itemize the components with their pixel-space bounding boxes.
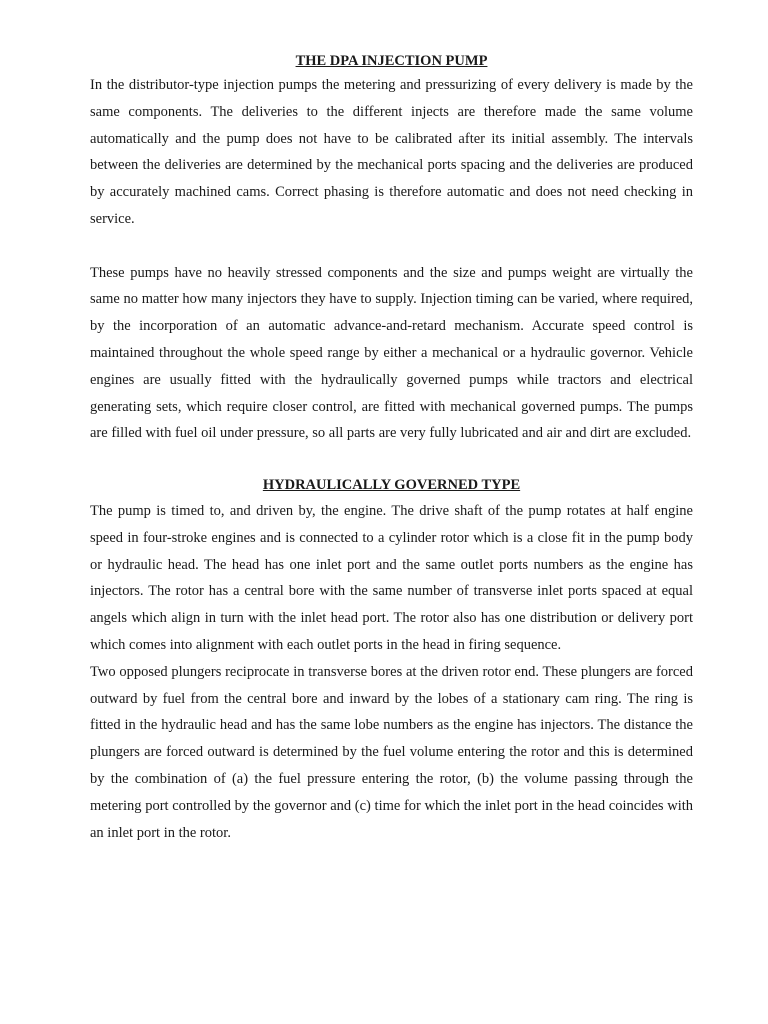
document-title: THE DPA INJECTION PUMP xyxy=(295,53,488,69)
section-paragraph-2: Two opposed plungers reciprocate in transverse bores at the driven rotor end. These plungers are forced outward by fuel from the central bore and inward by the lobes of a stationary cam ring. The ring is fitted in the hydraulic head and has the same lobe numbers as the engine has injectors. The distance the plungers are forced outward is determined by the fuel volume entering the rotor and this is determined by the combination of (a) the fuel pressure entering the rotor, (b) the volume passing through the metering port controlled by the governor and (c) time for which the inlet port in the head coincides with an inlet port in the rotor. xyxy=(90,663,693,841)
section-paragraph-1: The pump is timed to, and driven by, the engine. The drive shaft of the pump rotates at half engine speed in four-stroke engines and is connected to a cylinder rotor which is a close fit in the pump body or hydraulic head. The head has one inlet port and the same outlet ports numbers as the engine has injectors. The rotor has a central bore with the same number of transverse inlet ports spaced at equal angels which align in turn with the inlet head port. The rotor also has one distribution or delivery port which comes into alignment with each outlet ports in the head in firing sequence. xyxy=(90,502,693,653)
intro-paragraph-2: These pumps have no heavily stressed components and the size and pumps weight are virtually the same no matter how many injectors they have to supply. Injection timing can be varied, where required, by the incorporation of an automatic advance-and-retard mechanism. Accurate speed control is maintained throughout the whole speed range by either a mechanical or a hydraulic governor. Vehicle engines are usually fitted with the hydraulically governed pumps while tractors and electrical generating sets, which require closer control, are fitted with mechanical governed pumps. The pumps are filled with fuel oil under pressure, so all parts are very fully lubricated and air and dirt are excluded. xyxy=(90,264,693,442)
document-page xyxy=(90,50,693,846)
section-heading-wrap xyxy=(90,474,693,496)
section-title: HYDRAULICALLY GOVERNED TYPE xyxy=(262,476,521,493)
paragraph-spacer xyxy=(90,233,693,260)
intro-paragraph-1: In the distributor-type injection pumps the metering and pressurizing of every delivery is made by the same components. The deliveries to the different injects are therefore made the same volume automatically and the pump does not have to be calibrated after its initial assembly. The intervals between the deliveries are determined by the mechanical ports spacing and the deliveries are produced by accurately machined cams. Correct phasing is therefore automatic and does not need checking in service. xyxy=(90,77,693,227)
section-spacer xyxy=(90,447,693,474)
